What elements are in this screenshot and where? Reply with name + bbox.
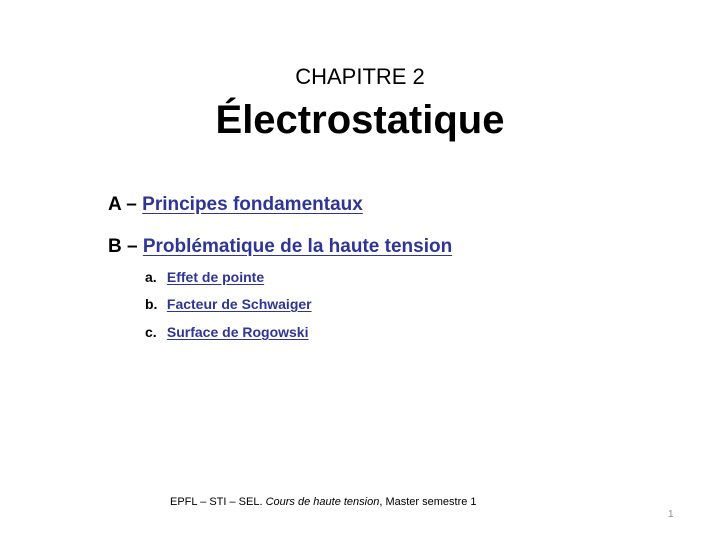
- section-b-prefix: B –: [108, 236, 143, 257]
- subitem-c: [145, 324, 308, 340]
- subitem-b-link[interactable]: Facteur de Schwaiger: [166, 296, 312, 312]
- footer: [170, 496, 477, 508]
- section-a-link[interactable]: Principes fondamentaux: [142, 194, 363, 215]
- subitem-b: [145, 296, 312, 312]
- footer-level: , Master semestre 1: [379, 496, 477, 508]
- subitem-a-letter: a.: [145, 269, 157, 285]
- chapter-label: [0, 64, 720, 90]
- section-a: [108, 194, 363, 216]
- chapter-text: CHAPITRE 2: [295, 64, 425, 89]
- subitem-a: [145, 269, 264, 285]
- section-b-link[interactable]: Problématique de la haute tension: [142, 236, 453, 257]
- section-a-prefix: A –: [108, 194, 143, 215]
- subitem-c-link[interactable]: Surface de Rogowski: [166, 324, 309, 340]
- footer-institution: EPFL – STI – SEL.: [170, 496, 263, 508]
- page-number: 1: [668, 509, 674, 520]
- subitem-c-letter: c.: [145, 324, 157, 340]
- slide-title: Électrostatique: [215, 98, 505, 142]
- section-b: [108, 236, 452, 258]
- subitem-b-letter: b.: [145, 296, 158, 312]
- subitem-a-link[interactable]: Effet de pointe: [166, 269, 265, 285]
- footer-course: Cours de haute tension: [265, 496, 380, 508]
